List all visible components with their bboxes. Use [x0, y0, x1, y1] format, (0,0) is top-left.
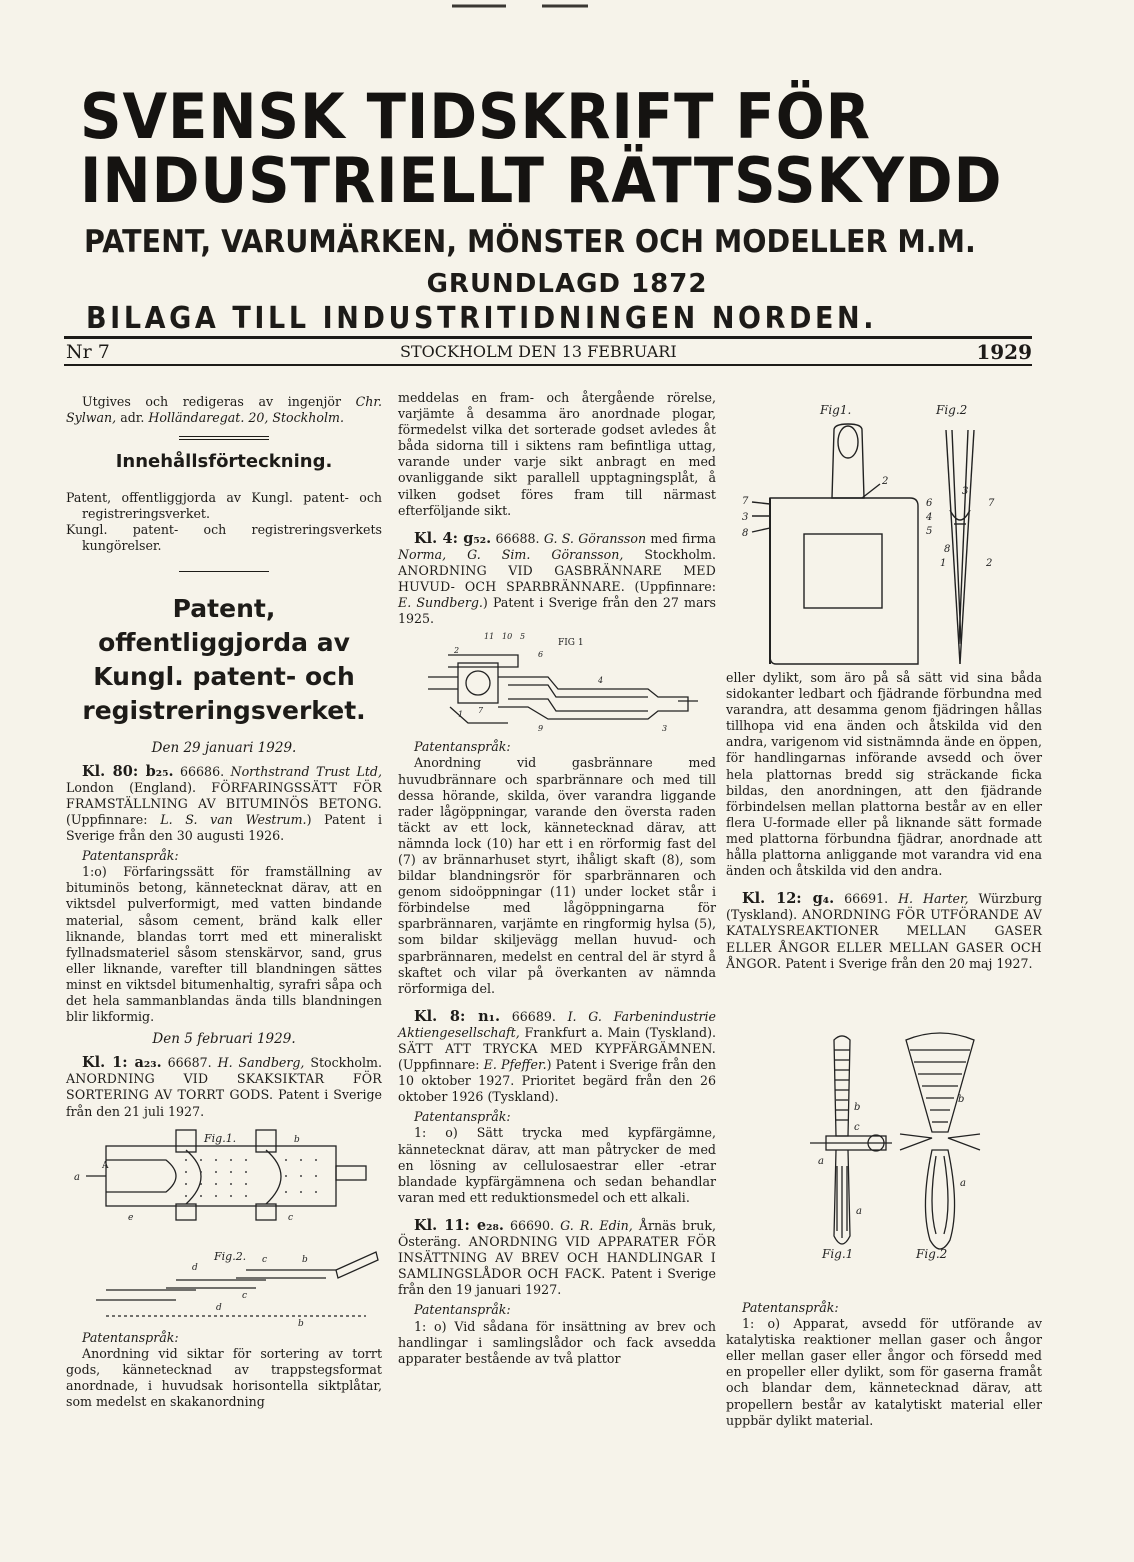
svg-text:c: c: [288, 1212, 294, 1223]
holder-drawing: [740, 394, 1030, 668]
fig-label: Fig.1.: [204, 1131, 237, 1145]
svg-text:b: b: [294, 1134, 300, 1145]
claim-text: 1:o) Förfaringssätt för framställning av bituminös betong, kännetecknat därav, att en viktsdel pulverformigt, med vatten bindande material, såsom cement, bränd kalk eller liknande, blandas torrt med ett mineraliskt fyllnadsmateriel såsom stenskärvor, sand, grus eller liknande, varefter till blandningen sättes minst en viktsdel bitumenhaltig, syrafri såpa och det hela sammanblandas ända tills blandningen blir likformig.: [66, 864, 382, 1025]
svg-text:4: 4: [598, 676, 604, 686]
claim-heading: Patentanspråk:: [742, 1300, 839, 1315]
masthead-line-1: SVENSK TIDSKRIFT FÖR: [80, 80, 871, 153]
svg-text:8: 8: [742, 528, 749, 539]
column-2: [398, 390, 716, 1367]
svg-text:7: 7: [742, 496, 749, 507]
column-3-claim: [726, 1296, 1042, 1429]
svg-text:a: a: [856, 1206, 862, 1217]
svg-text:c: c: [262, 1254, 268, 1265]
svg-text:b: b: [958, 1094, 965, 1105]
claim-text: Anordning vid gasbrännare med huvudbrännare och sparbrännare och med till dessa hörande, skilda, över varandra liggande rader lågöppningar, varande den översta raden täckt av ett lock, kännetecknad därav, att nämnda lock (10) har ett i en rörformig fast del (7) av brännarhuset styrt, ihåligt skaft (8), som bildar blandningsrör för sparbrännaren och genom sidoöppningar (11) under locket står i förbindelse med lågöppningarna för sparbrännaren, varjämte en ringformig hylsa (5), som bildar skiljevägg mellan huvud- och sparbrännaren, medelst en central del är styrd å skaftet och vilar på överkanten av nämnda rörformiga del.: [398, 755, 716, 996]
patent-entry-66690: Kl. 11: e₂₈. 66690. G. R. Edin, Årnäs bruk, Österäng. ANORDNING VID APPARATER FÖR INSÄTTNING AV BREV OCH HANDLINGAR I SAMLINGSLÅDOR OCH FACK. Patent i Sverige från den 19 januari 1927.: [398, 1216, 716, 1298]
svg-text:3: 3: [742, 512, 749, 523]
svg-text:6: 6: [538, 650, 544, 660]
patent-entry-66687: Kl. 1: a₂₃. 66687. H. Sandberg, Stockholm. ANORDNING VID SKAKSIKTAR FÖR SORTERING AV TORRT GODS. Patent i Sverige från den 21 juli 1927.: [66, 1054, 382, 1119]
svg-text:a: a: [74, 1171, 80, 1183]
svg-text:7: 7: [988, 498, 995, 509]
figure-holder: [740, 394, 1030, 668]
svg-text:7: 7: [478, 706, 484, 716]
divider: [179, 439, 269, 440]
issue-year: 1929: [976, 340, 1032, 364]
burner-drawing: [398, 627, 716, 735]
fig-label: FIG 1: [558, 638, 584, 649]
toc-item: Kungl. patent- och registreringsverkets kungörelser.: [66, 522, 382, 554]
dateline: Den 29 januari 1929.: [151, 739, 297, 756]
dateline: Den 5 februari 1929.: [152, 1031, 296, 1048]
svg-text:5: 5: [520, 632, 526, 642]
claim-text-continued: eller dylikt, som äro på så sätt vid sina båda sidokanter ledbart och fjädrande förbundna med varandra, att desamma genom fjädringen hållas tillhopa vid ena änden och åtskilda vid den andra, varigenom vid sistnämnda ände en öppen, för handlingarnas införande avsedd och över hela plattornas bredd sig sträckande ficka bildas, den anordningen, att den fjädrande förbindelsen mellan plattorna består av en eller flera U-formade eller på liknande sätt formade med plattorna förbundna fjädrar, anordnade att hålla plattorna anliggande mot varandra vid ena änden och åtskilda vid den andra.: [726, 670, 1042, 879]
svg-text:2: 2: [882, 476, 889, 487]
claim-heading: Patentanspråk:: [82, 1329, 179, 1345]
svg-text:3: 3: [962, 486, 969, 497]
fig-label: Fig.2.: [214, 1249, 247, 1263]
header-rule-top: [64, 336, 1032, 339]
svg-text:11: 11: [484, 632, 495, 642]
column-1: [66, 394, 382, 1410]
svg-text:2: 2: [986, 558, 993, 569]
claim-text: Anordning vid siktar för sortering av torrt gods, kännetecknad av trappstegsformat anordnade, i huvudsak horisontella siktplåtar, som medelst en skakanordning: [66, 1345, 382, 1409]
patent-entry-66686: Kl. 80: b₂₅. 66686. Northstrand Trust Ltd, London (England). FÖRFARINGSSÄTT FÖR FRAMSTÄLLNING AV BITUMINÖS BETONG. (Uppfinnare: L. S. van Westrum.) Patent i Sverige från den 30 augusti 1926.: [66, 762, 383, 844]
fig-label: Fig.1: [822, 1247, 854, 1261]
issue-place-date: STOCKHOLM DEN 13 FEBRUARI: [400, 342, 677, 361]
section-title: Patent, offentliggjorda av Kungl. patent- och registreringsverket.: [82, 593, 366, 725]
toc-title: Innehållsförteckning.: [115, 451, 333, 473]
svg-text:6: 6: [926, 498, 933, 509]
svg-text:d: d: [216, 1302, 222, 1313]
imprint: Utgives och redigeras av ingenjör Chr. Sylwan, adr. Holländaregat. 20, Stockholm.: [66, 394, 382, 426]
claim-heading: Patentanspråk:: [414, 739, 511, 755]
masthead-line-2: INDUSTRIELLT RÄTTSSKYDD: [80, 144, 1003, 217]
svg-text:A: A: [102, 1160, 109, 1171]
figure-sieve: [66, 1120, 382, 1326]
svg-text:d: d: [192, 1262, 198, 1273]
svg-text:b: b: [302, 1254, 308, 1265]
svg-text:b: b: [298, 1318, 304, 1326]
svg-text:a: a: [818, 1156, 824, 1167]
sieve-drawing: [66, 1120, 382, 1326]
claim-heading: Patentanspråk:: [414, 1109, 511, 1125]
patent-entry-66689: Kl. 8: n₁. 66689. I. G. Farbenindustrie Aktiengesellschaft, Frankfurt a. Main (Tyskland). SÄTT ATT TRYCKA MED KYPFÄRGÄMNEN. (Uppfinnare: E. Pfeffer.) Patent i Sverige från den 10 oktober 1927. Prioritet begärd från den 26 oktober 1926 (Tyskland).: [398, 1007, 716, 1105]
svg-text:c: c: [854, 1122, 860, 1133]
svg-text:8: 8: [944, 544, 951, 555]
masthead-supplement: BILAGA TILL INDUSTRITIDNINGEN NORDEN.: [86, 301, 878, 336]
binding-mark: [452, 0, 588, 10]
svg-text:c: c: [242, 1290, 248, 1301]
claim-heading: Patentanspråk:: [414, 1302, 511, 1318]
propeller-drawing: [800, 1026, 1000, 1266]
patent-entry-66691: Kl. 12: g₄. 66691. H. Harter, Würzburg (Tyskland). ANORDNING FÖR UTFÖRANDE AV KATALYSREAKTIONER MELLAN GASER ELLER ÅNGOR ELLER MELLAN GASER OCH ÅNGOR. Patent i Sverige från den 20 maj 1927.: [726, 890, 1042, 971]
divider: [179, 571, 269, 572]
column-3: [726, 670, 1042, 972]
fig-label: Fig.2: [936, 403, 968, 417]
claim-text: 1: o) Sätt tryckа med kypfärgämne, kännetecknat därav, att man påtrycker de med en lösning av cellulosaestrar eller -etrar blandade kypfärgämnena och sedan behandlar varan med ett reduktionsmedel och ett alkali.: [398, 1125, 716, 1205]
issue-number: Nr 7: [66, 341, 110, 363]
figure-burner: [398, 627, 716, 735]
issue-line: [66, 340, 1032, 364]
fig-label: Fig1.: [820, 403, 852, 417]
svg-text:1: 1: [940, 558, 947, 569]
svg-text:10: 10: [502, 632, 513, 642]
svg-text:9: 9: [538, 724, 544, 734]
header-rule-bottom: [64, 364, 1032, 366]
svg-text:2: 2: [454, 646, 460, 656]
claim-text: 1: o) Vid sådana för insättning av brev och handlingar i samlingslådor och fack avsedda apparater bestående av två plattor: [398, 1318, 716, 1366]
toc-item: Patent, offentliggjorda av Kungl. patent- och registreringsverket.: [66, 490, 382, 522]
fig-label: Fig.2: [916, 1247, 948, 1261]
svg-text:b: b: [854, 1102, 861, 1113]
divider: [179, 436, 269, 437]
claim-text-continued: meddelas en fram- och återgående rörelse, varjämte å desamma äro anordnade plogar, förmedelst vilka det sorterade godset avledes åt båda sidorna till i siktens ram befintliga uttag, varande under varje sikt anbragt en med ovanliggande sikt parallell upptagningsplåt, å vilken godset föres fram till närmast efterföljande sikt.: [398, 390, 716, 518]
patent-entry-66688: Kl. 4: g₅₂. 66688. G. S. Göransson med firma Norma, G. Sim. Göransson, Stockholm. ANORDNING VID GASBRÄNNARE MED HUVUD- OCH SPARBRÄNNARE. (Uppfinnare: E. Sundberg.) Patent i Sverige från den 27 mars 1925.: [398, 529, 717, 627]
svg-text:4: 4: [926, 512, 933, 523]
figure-propeller: [800, 1026, 1000, 1266]
claim-heading: Patentanspråk:: [82, 848, 179, 864]
svg-text:e: e: [128, 1212, 134, 1223]
svg-text:1: 1: [458, 710, 464, 720]
svg-text:3: 3: [662, 724, 668, 734]
claim-text: 1: o) Apparat, avsedd för utförande av katalytiska reaktioner mellan gaser och ångor eller mellan gaser eller ångor och försedd med en propeller eller dylikt, som för gaserna framåt och blandar dem, kännetecknad därav, att propellern består av katalytiskt material eller uppbär dylikt material.: [726, 1316, 1042, 1428]
svg-text:5: 5: [926, 526, 933, 537]
svg-text:a: a: [960, 1178, 966, 1189]
masthead-subtitle: PATENT, VARUMÄRKEN, MÖNSTER OCH MODELLER M.M.: [84, 224, 976, 260]
masthead-founded: GRUNDLAGD 1872: [426, 269, 708, 299]
